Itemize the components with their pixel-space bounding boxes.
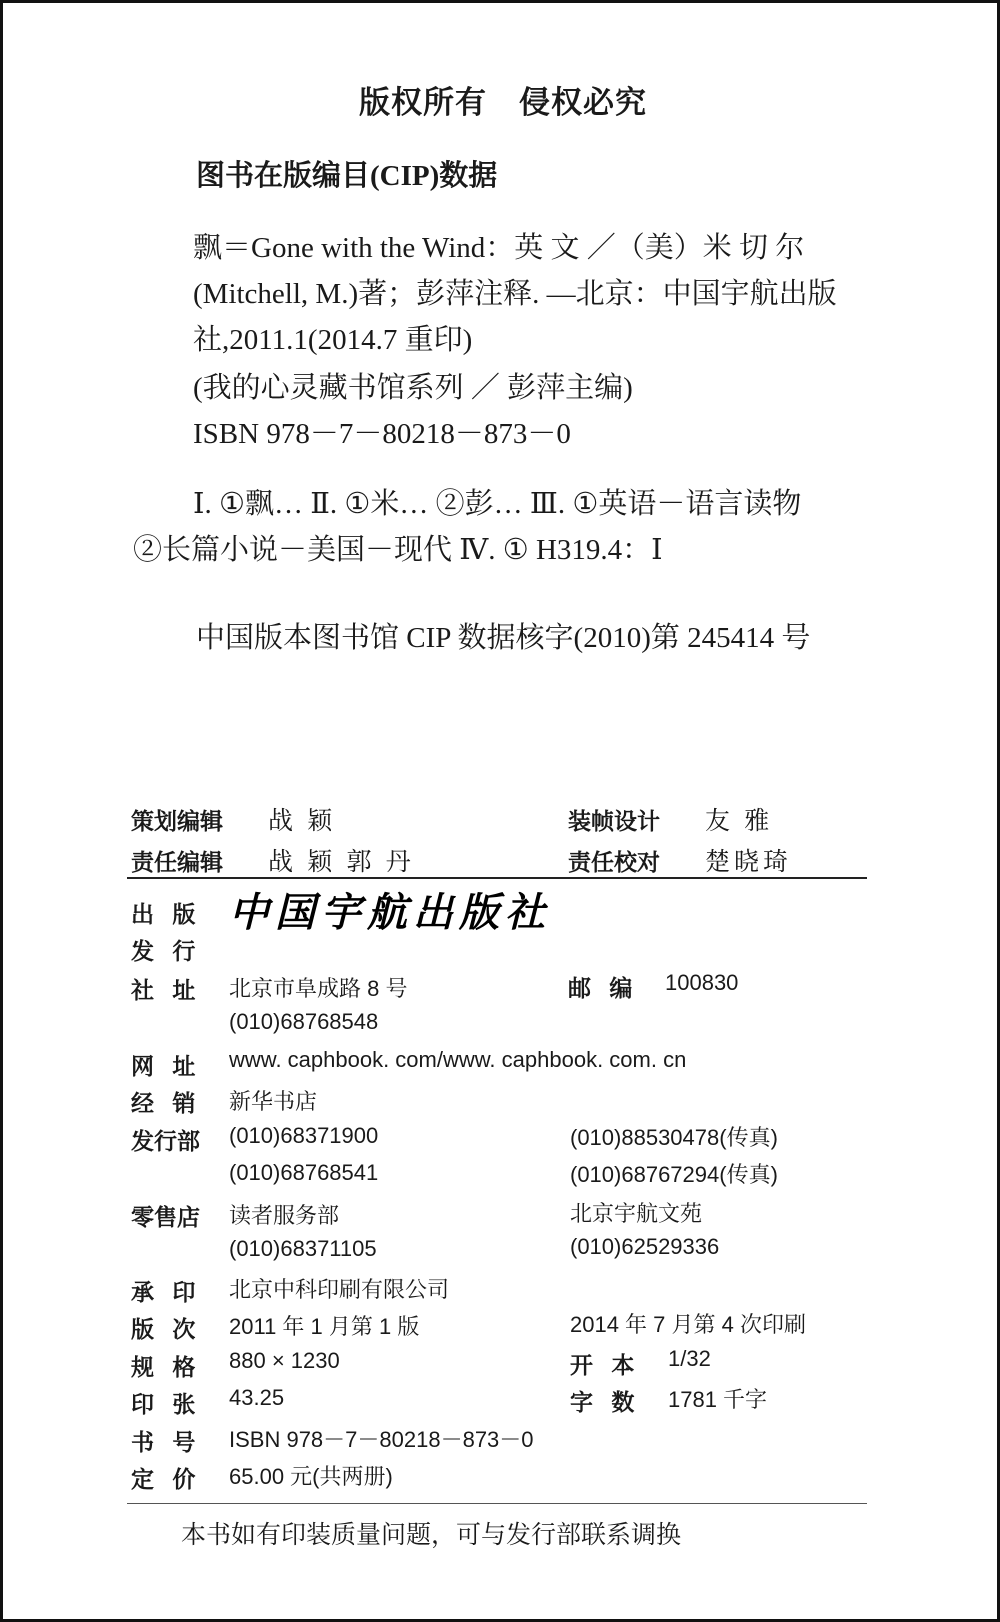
- price-label: 定 价: [131, 1466, 202, 1492]
- cip-classification-1: Ⅰ. ①飘… Ⅱ. ①米… ②彭… Ⅲ. ①英语－语言读物: [193, 488, 802, 520]
- cip-line-2: (Mitchell, M.)著；彭萍注释. —北京：中国宇航出版: [193, 278, 837, 310]
- sheets-value: 43.25: [229, 1385, 285, 1410]
- isbn-value: ISBN 978－7－80218－873－0: [229, 1427, 534, 1452]
- cip-line-3: 社,2011.1(2014.7 重印): [193, 324, 473, 356]
- word-count-label: 字 数: [570, 1389, 641, 1415]
- price-value: 65.00 元(共两册): [229, 1464, 393, 1489]
- address-phone: (010)68768548: [229, 1009, 379, 1034]
- printer-value: 北京中科印刷有限公司: [229, 1277, 450, 1302]
- printing-value: 2014 年 7 月第 4 次印刷: [570, 1312, 806, 1337]
- cip-heading: 图书在版编目(CIP)数据: [196, 160, 498, 192]
- copyright-notice: 版权所有 侵权必究: [359, 85, 647, 120]
- format-value: 1/32: [668, 1346, 711, 1371]
- responsible-editor-label: 责任编辑: [131, 849, 223, 875]
- retail-phone-2: (010)62529336: [570, 1234, 720, 1259]
- cip-line-4: (我的心灵藏书馆系列 ／ 彭萍主编): [193, 372, 633, 404]
- distribution-phone-1: (010)68371900: [229, 1123, 379, 1148]
- spec-label: 规 格: [131, 1354, 202, 1380]
- address-label: 社 址: [131, 977, 202, 1003]
- edition-label: 版 次: [131, 1316, 202, 1342]
- retail-label: 零售店: [131, 1204, 200, 1230]
- cip-isbn: ISBN 978－7－80218－873－0: [193, 418, 571, 450]
- edition-value: 2011 年 1 月第 1 版: [229, 1314, 420, 1339]
- proofreader-label: 责任校对: [568, 849, 660, 875]
- planning-editor-label: 策划编辑: [131, 808, 223, 834]
- divider-bottom: [127, 1503, 867, 1504]
- distribute-label: 发 行: [131, 938, 202, 964]
- sheets-label: 印 张: [131, 1391, 202, 1417]
- divider-top: [127, 877, 867, 879]
- spec-value: 880 × 1230: [229, 1348, 340, 1373]
- publisher-logo: 中国宇航出版社: [229, 889, 551, 936]
- cip-line-1: 飘＝Gone with the Wind：英 文 ／（美）米 切 尔: [193, 232, 805, 264]
- binding-design-value: 友 雅: [705, 808, 774, 835]
- postcode-value: 100830: [665, 970, 739, 995]
- isbn-label: 书 号: [131, 1429, 202, 1455]
- website-label: 网 址: [131, 1053, 202, 1079]
- retail-store-2: 北京宇航文苑: [570, 1201, 703, 1226]
- retail-phone-1: (010)68371105: [229, 1236, 377, 1261]
- distribution-phone-2: (010)68768541: [229, 1160, 379, 1185]
- printer-label: 承 印: [131, 1279, 202, 1305]
- dealer-label: 经 销: [131, 1090, 202, 1116]
- address-value: 北京市阜成路 8 号: [229, 976, 408, 1001]
- postcode-label: 邮 编: [568, 975, 639, 1001]
- binding-design-label: 装帧设计: [568, 808, 660, 834]
- distribution-fax-1: (010)88530478(传真): [570, 1125, 778, 1150]
- website-value: www. caphbook. com/www. caphbook. com. cn: [229, 1047, 687, 1072]
- planning-editor-value: 战 颖: [268, 808, 337, 835]
- distribution-dept-label: 发行部: [131, 1128, 200, 1154]
- cip-record-number: 中国版本图书馆 CIP 数据核字(2010)第 245414 号: [196, 622, 811, 654]
- distribution-fax-2: (010)68767294(传真): [570, 1162, 778, 1187]
- proofreader-value: 楚晓琦: [705, 849, 793, 876]
- dealer-value: 新华书店: [229, 1089, 318, 1114]
- cip-classification-2: ②长篇小说－美国－现代 Ⅳ. ① H319.4：Ⅰ: [133, 534, 663, 566]
- responsible-editor-value: 战 颖 郭 丹: [268, 849, 415, 876]
- retail-store-1: 读者服务部: [229, 1203, 340, 1228]
- word-count-value: 1781 千字: [668, 1387, 768, 1412]
- quality-notice: 本书如有印装质量问题，可与发行部联系调换: [181, 1521, 682, 1549]
- publish-label: 出 版: [131, 901, 202, 927]
- format-label: 开 本: [570, 1352, 641, 1378]
